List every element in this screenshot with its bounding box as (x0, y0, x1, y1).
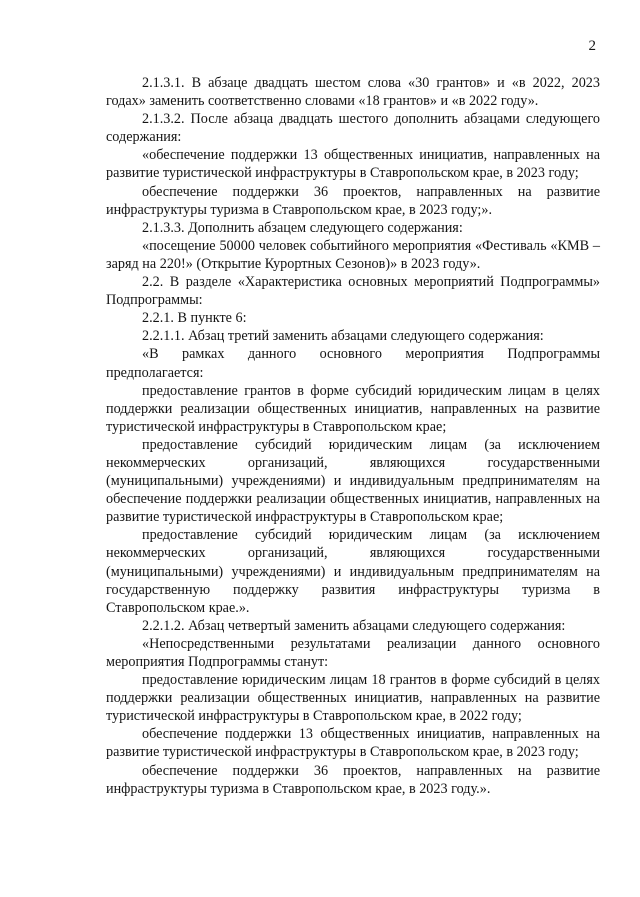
quoted-paragraph: обеспечение поддержки 13 общественных инициатив, направленных на развитие туристической инфраструктуры в Ставропольском крае, в 2023 году; (106, 726, 600, 761)
quoted-paragraph: предоставление юридическим лицам 18 грантов в форме субсидий в целях поддержки реализации общественных инициатив, направленных на развитие туристической инфраструктуры в Ставропольском крае, в 2022 году; (106, 672, 600, 725)
page-number: 2 (588, 38, 596, 54)
paragraph: 2.2. В разделе «Характеристика основных мероприятий Подпрограммы» Подпрограммы: (106, 274, 600, 309)
paragraph: 2.2.1.2. Абзац четвертый заменить абзацами следующего содержания: (142, 617, 566, 634)
document-body (106, 74, 600, 798)
paragraph: 2.1.3.2. После абзаца двадцать шестого дополнить абзацами следующего содержания: (106, 111, 600, 146)
quoted-paragraph: предоставление субсидий юридическим лицам (за исключением некоммерческих организаций, являющихся государственными (муниципальными) учреждениями) и индивидуальным предпринимателям на государственную поддержку развития инфраструктуры туризма в Ставропольском крае.». (106, 527, 600, 616)
paragraph: 2.1.3.1. В абзаце двадцать шестом слова «30 грантов» и «в 2022, 2023 годах» заменить соответственно словами «18 грантов» и «в 2022 году». (106, 75, 600, 110)
quoted-paragraph: «посещение 50000 человек событийного мероприятия «Фестиваль «КМВ – заряд на 220!» (Открытие Курортных Сезонов)» в 2023 году». (106, 237, 600, 272)
paragraph: 2.2.1.1. Абзац третий заменить абзацами следующего содержания: (142, 328, 544, 345)
quoted-paragraph: «В рамках данного основного мероприятия Подпрограммы предполагается: (106, 346, 600, 381)
quoted-paragraph: «Непосредственными результатами реализации данного основного мероприятия Подпрограммы станут: (106, 635, 600, 670)
quoted-paragraph: предоставление грантов в форме субсидий юридическим лицам в целях поддержки реализации общественных инициатив, направленных на развитие туристической инфраструктуры в Ставропольском крае; (106, 382, 600, 435)
quoted-paragraph: обеспечение поддержки 36 проектов, направленных на развитие инфраструктуры туризма в Ставропольском крае, в 2023 году;». (106, 183, 600, 218)
paragraph: 2.2.1. В пункте 6: (142, 310, 247, 327)
quoted-paragraph: «обеспечение поддержки 13 общественных инициатив, направленных на развитие туристической инфраструктуры в Ставропольском крае, в 2023 году; (106, 147, 600, 182)
quoted-paragraph: предоставление субсидий юридическим лицам (за исключением некоммерческих организаций, являющихся государственными (муниципальными) учреждениями) и индивидуальным предпринимателям на обеспечение поддержки реализации общественных инициатив, направленных на развитие туристической инфраструктуры в Ставропольском крае; (106, 436, 600, 526)
quoted-paragraph: обеспечение поддержки 36 проектов, направленных на развитие инфраструктуры туризма в Ставропольском крае, в 2023 году.». (106, 762, 600, 797)
paragraph: 2.1.3.3. Дополнить абзацем следующего содержания: (142, 219, 463, 236)
